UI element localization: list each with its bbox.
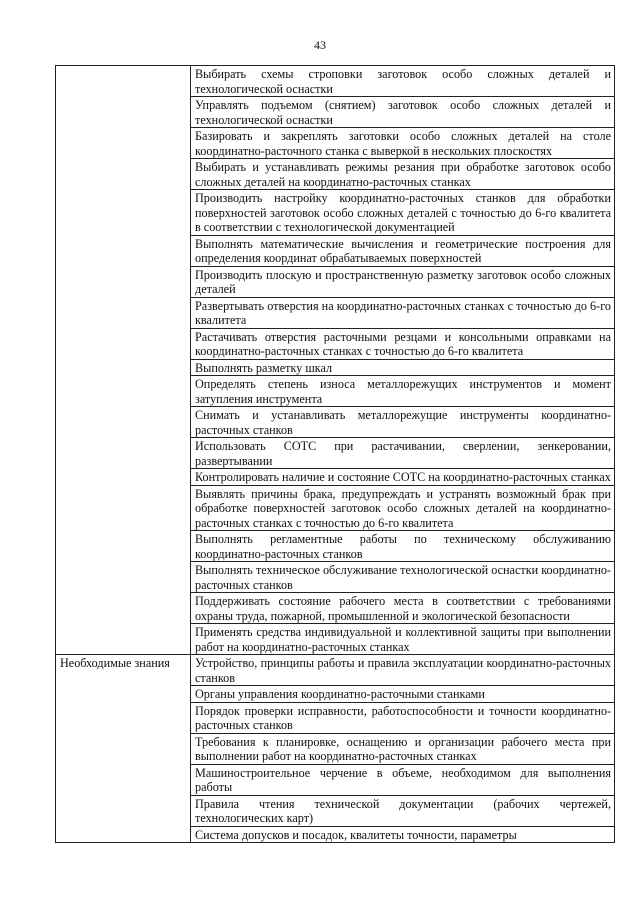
skill-item: Контролировать наличие и состояние СОТС на координатно-расточных станках: [191, 469, 615, 486]
knowledge-item: Требования к планировке, оснащению и организации рабочего места при выполнении работ на координатно-расточных станках: [191, 733, 615, 764]
skill-item: Поддерживать состояние рабочего места в соответствии с требованиями охраны труда, пожарной, промышленной и экологической безопасности: [191, 593, 615, 624]
knowledge-item: Порядок проверки исправности, работоспособности и точности координатно-расточных станков: [191, 702, 615, 733]
skills-label-cell: [56, 66, 191, 655]
requirements-table: [55, 65, 615, 843]
skill-item: Выявлять причины брака, предупреждать и устранять возможный брак при обработке поверхностей заготовок особо сложных деталей на координатно-расточных станках с точностью до 6-го квалитета: [191, 485, 615, 531]
knowledge-label: Необходимые знания: [56, 655, 191, 843]
skill-item: Производить настройку координатно-расточных станков для обработки поверхностей заготовок особо сложных деталей с точностью до 6-го квалитета в соответствии с технологической документацией: [191, 190, 615, 236]
knowledge-item: Машиностроительное черчение в объеме, необходимом для выполнения работы: [191, 764, 615, 795]
knowledge-item: Правила чтения технической документации (рабочих чертежей, технологических карт): [191, 795, 615, 826]
skill-item: Выполнять регламентные работы по техническому обслуживанию координатно-расточных станков: [191, 531, 615, 562]
skill-item: Базировать и закреплять заготовки особо сложных деталей на столе координатно-расточного станка с выверкой в нескольких плоскостях: [191, 128, 615, 159]
skill-item: Производить плоскую и пространственную разметку заготовок особо сложных деталей: [191, 266, 615, 297]
skill-item: Выполнять математические вычисления и геометрические построения для определения координат обрабатываемых поверхностей: [191, 235, 615, 266]
skill-item: Управлять подъемом (снятием) заготовок особо сложных деталей и технологической оснастки: [191, 97, 615, 128]
skill-item: Растачивать отверстия расточными резцами и консольными оправками на координатно-расточных станках с точностью до 6-го квалитета: [191, 328, 615, 359]
skill-item: Определять степень износа металлорежущих инструментов и момент затупления инструмента: [191, 376, 615, 407]
skill-item: Снимать и устанавливать металлорежущие инструменты координатно-расточных станков: [191, 407, 615, 438]
skill-item: Применять средства индивидуальной и коллективной защиты при выполнении работ на координатно-расточных станках: [191, 624, 615, 655]
skill-item: Выполнять разметку шкал: [191, 359, 615, 376]
knowledge-item: Органы управления координатно-расточными станками: [191, 686, 615, 703]
page-number: 43: [314, 38, 326, 52]
skill-item: Выполнять техническое обслуживание технологической оснастки координатно-расточных станков: [191, 562, 615, 593]
skill-item: Выбирать схемы строповки заготовок особо сложных деталей и технологической оснастки: [191, 66, 615, 97]
skill-item: Выбирать и устанавливать режимы резания при обработке заготовок особо сложных деталей на координатно-расточных станках: [191, 159, 615, 190]
knowledge-item: Устройство, принципы работы и правила эксплуатации координатно-расточных станков: [191, 655, 615, 686]
skill-item: Развертывать отверстия на координатно-расточных станках с точностью до 6-го квалитета: [191, 297, 615, 328]
knowledge-item: Система допусков и посадок, квалитеты точности, параметры: [191, 826, 615, 843]
table-row: [56, 66, 615, 97]
skill-item: Использовать СОТС при растачивании, сверлении, зенкеровании, развертывании: [191, 438, 615, 469]
table-row: [56, 655, 615, 686]
